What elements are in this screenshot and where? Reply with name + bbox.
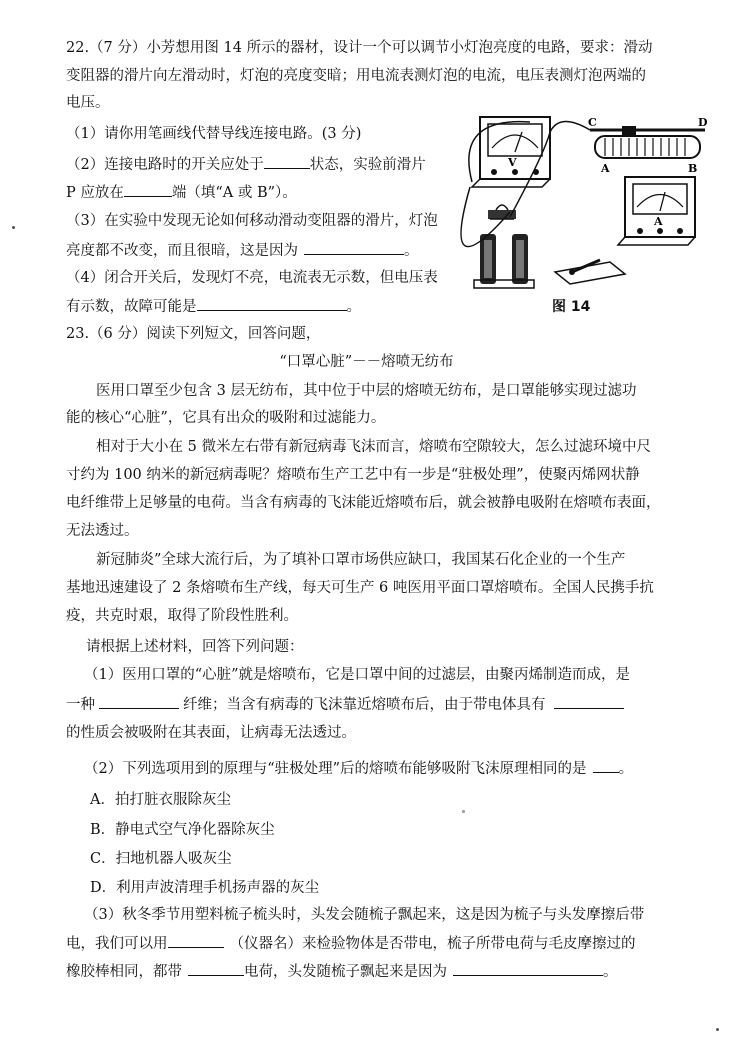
q23-sub-2 — [84, 758, 703, 779]
sub-3-text-d: 橡胶棒相同，都带 — [66, 964, 182, 980]
sub-1-text-d: 的性质会被吸附在其表面，让病毒无法透过。 — [66, 725, 356, 741]
q23-para-1-line-1 — [96, 381, 703, 401]
option-d-text: D．利用声波清理手机扬声器的灰尘 — [90, 880, 320, 896]
option-c[interactable] — [90, 849, 703, 869]
para-3-text-b: 基地迅速建设了 2 条熔喷布生产线，每天可生产 6 吨医用平面口罩熔喷布。全国人民携手抗 — [66, 580, 654, 596]
choice-answer-blank[interactable] — [593, 758, 619, 773]
q23-intro — [66, 324, 703, 344]
figure-caption: 图 14 — [552, 299, 591, 315]
option-b[interactable] — [90, 820, 703, 840]
q22-intro-text-3: 电压。 — [66, 95, 110, 111]
para-2-text-d: 无法透过。 — [66, 523, 139, 539]
terminal-d-label: D — [698, 116, 708, 129]
option-a-text: A．拍打脏衣服除灰尘 — [90, 792, 231, 808]
q22-intro-text-1: 22.（7 分）小芳想用图 14 所示的器材，设计一个可以调节小灯泡亮度的电路，要求：滑动 — [66, 40, 653, 56]
q23-sub-1-line-1 — [84, 665, 703, 685]
ammeter-label: A — [654, 215, 663, 228]
option-c-text: C．扫地机器人吸灰尘 — [90, 851, 232, 867]
terminal-c-label: C — [588, 116, 597, 129]
sub-2-end: 。 — [618, 761, 634, 777]
slider-position-blank[interactable] — [124, 182, 172, 197]
switch-icon — [555, 260, 625, 284]
sub-1-text-c: 纤维；当含有病毒的飞沫靠近熔喷布后，由于带电体具有 — [183, 697, 546, 713]
fault-blank[interactable] — [197, 296, 347, 311]
q22-intro-line-1 — [66, 38, 703, 58]
para-3-text-c: 疫，共克时艰，取得了阶段性胜利。 — [66, 608, 298, 624]
battery-icon — [474, 234, 534, 288]
q22-part-2-text-a: （2）连接电路时的开关应处于 — [66, 157, 264, 173]
q22-part-3-text-c: 。 — [404, 243, 419, 259]
rheostat-icon — [588, 116, 708, 175]
scan-speck — [12, 226, 15, 229]
reason-blank[interactable] — [304, 240, 404, 255]
ammeter-icon — [618, 177, 695, 245]
q22-part-2-text-b: 状态，实验前滑片 — [309, 157, 426, 173]
para-2-text-a: 相对于大小在 5 微米左右带有新冠病毒飞沫而言，熔喷布空隙较大，怎么过滤环境中尺 — [96, 439, 651, 455]
q23-sub-3-line-3 — [66, 961, 703, 982]
instrument-blank[interactable] — [168, 933, 224, 948]
para-3-text-a: 新冠肺炎”全球大流行后，为了填补口罩市场供应缺口，我国某石化企业的一个生产 — [96, 552, 626, 568]
sub-3-text-c: （仪器名）来检验物体是否带电，梳子所带电荷与毛皮摩擦过的 — [229, 936, 636, 952]
sub-1-text-a: （1）医用口罩的“心脏”就是熔喷布，它是口罩中间的过滤层，由聚丙烯制造而成，是 — [84, 667, 631, 683]
q23-para-3-line-2 — [66, 578, 703, 598]
terminal-b-label: B — [688, 162, 698, 175]
para-2-text-b: 寸约为 100 纳米的新冠病毒呢？熔喷布生产工艺中有一步是“驻极处理”，使聚丙烯网状静 — [66, 467, 640, 483]
q22-part-4-text-b: 有示数，故障可能是 — [66, 299, 197, 315]
q23-sub-3-line-2 — [66, 933, 703, 954]
prompt-text: 请根据上述材料，回答下列问题： — [86, 639, 304, 655]
q22-part-2-text-d: 端（填“A 或 B”）。 — [171, 185, 297, 201]
option-d[interactable] — [90, 878, 703, 898]
q23-title — [0, 352, 733, 372]
scan-speck — [716, 1028, 719, 1031]
q23-para-3-line-3 — [66, 606, 703, 626]
para-1-text-b: 能的核心“心脏”，它具有出众的吸附和过滤能力。 — [66, 410, 386, 426]
q22-part-4-text-a: （4）闭合开关后，发现灯不亮，电流表无示数，但电压表 — [66, 270, 438, 286]
q22-part-2-text-c: P 应放在 — [66, 185, 124, 201]
voltmeter-label: V — [508, 156, 517, 169]
q23-sub-1-line-2 — [66, 694, 703, 715]
sub-3-text-f: 。 — [603, 964, 618, 980]
fiber-type-blank[interactable] — [99, 694, 179, 709]
q23-title-text: “口罩心脏”－－熔喷无纺布 — [279, 354, 454, 370]
voltmeter-icon — [472, 117, 550, 187]
option-a[interactable] — [90, 790, 703, 810]
q23-para-3-line-1 — [96, 550, 703, 570]
terminal-a-label: A — [601, 162, 610, 175]
q23-prompt — [86, 637, 703, 657]
para-1-text-a: 医用口罩至少包含 3 层无纺布，其中位于中层的熔喷无纺布，是口罩能够实现过滤功 — [96, 383, 637, 399]
hair-reason-blank[interactable] — [453, 961, 603, 976]
q23-sub-1-line-3 — [66, 723, 703, 743]
q22-part-3-text-b: 亮度都不改变，而且很暗，这是因为 — [66, 243, 298, 259]
sub-1-text-b: 一种 — [66, 697, 95, 713]
lamp-icon — [488, 205, 516, 219]
circuit-figure — [450, 112, 720, 302]
q23-sub-3-line-1 — [84, 905, 703, 925]
q23-para-2-line-4 — [66, 521, 703, 541]
switch-state-blank[interactable] — [264, 154, 310, 169]
q23-intro-text: 23.（6 分）阅读下列短文，回答问题， — [66, 326, 321, 342]
q22-part-4-text-c: 。 — [346, 299, 361, 315]
scan-speck — [462, 810, 465, 813]
sub-3-text-b: 电，我们可以用 — [66, 936, 168, 952]
charged-body-property-blank[interactable] — [554, 694, 624, 709]
sub-3-text-e: 电荷，头发随梳子飘起来是因为 — [244, 964, 447, 980]
para-2-text-c: 电纤维带上足够量的电荷。当含有病毒的飞沫能近熔喷布后，就会被静电吸附在熔喷布表面， — [66, 495, 661, 511]
sub-3-text-a: （3）秋冬季节用塑料梳子梳头时，头发会随梳子飘起来，这是因为梳子与头发摩擦后带 — [84, 907, 645, 923]
sub-2-text: （2）下列选项用到的原理与“驻极处理”后的熔喷布能够吸附飞沫原理相同的是 — [84, 761, 587, 777]
option-b-text: B．静电式空气净化器除灰尘 — [90, 822, 275, 838]
q22-intro-line-3 — [66, 93, 703, 113]
q22-intro-text-2: 变阻器的滑片向左滑动时，灯泡的亮度变暗；用电流表测灯泡的电流，电压表测灯泡两端的 — [66, 68, 646, 84]
q23-para-2-line-1 — [96, 437, 703, 457]
q22-part-3-text-a: （3）在实验中发现无论如何移动滑动变阻器的滑片，灯泡 — [66, 213, 438, 229]
q22-part-1-text: （1）请你用笔画线代替导线连接电路。(3 分) — [66, 126, 362, 142]
charge-type-blank[interactable] — [188, 961, 244, 976]
q23-para-1-line-2 — [66, 408, 703, 428]
q22-intro-line-2 — [66, 66, 703, 86]
q23-para-2-line-2 — [66, 465, 703, 485]
q23-para-2-line-3 — [66, 493, 703, 513]
